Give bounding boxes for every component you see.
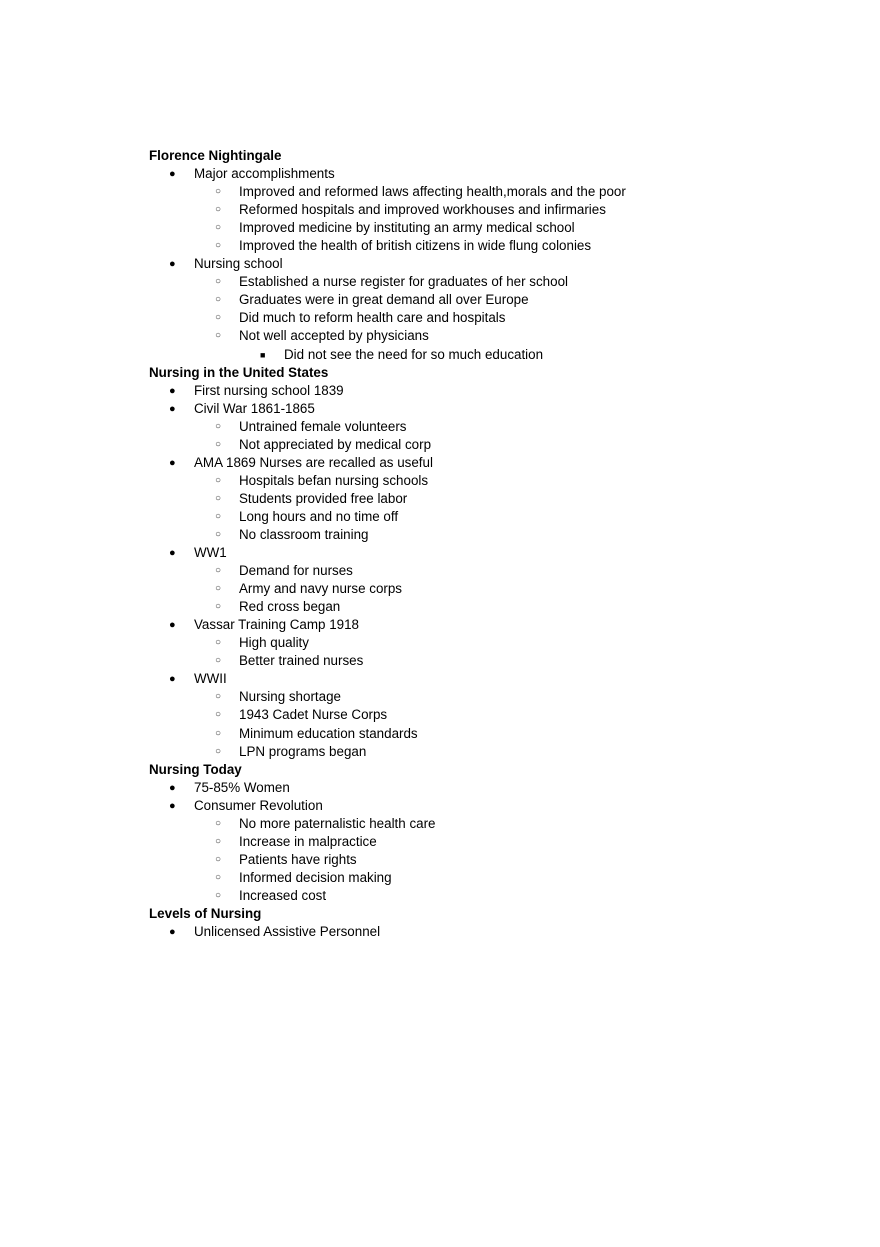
hollow-bullet-icon: ○: [215, 709, 222, 721]
list-item-level-2: [149, 562, 789, 580]
list-item-level-2: [149, 688, 789, 706]
filled-bullet-icon: ●: [169, 547, 176, 560]
item-text: WW1: [194, 545, 227, 561]
item-text: AMA 1869 Nurses are recalled as useful: [194, 454, 433, 470]
hollow-bullet-icon: ○: [215, 474, 222, 486]
list-item-level-2: [149, 418, 789, 436]
hollow-bullet-icon: ○: [215, 330, 222, 342]
list-item-level-2: [149, 851, 789, 869]
hollow-bullet-icon: ○: [215, 745, 222, 757]
list-item-level-2: [149, 508, 789, 526]
hollow-bullet-icon: ○: [215, 727, 222, 739]
list-item-level-2: [149, 706, 789, 724]
list-item-level-2: [149, 183, 789, 201]
hollow-bullet-icon: ○: [215, 637, 222, 649]
list-item-level-2: [149, 580, 789, 598]
list-item-level-2: [149, 436, 789, 454]
hollow-bullet-icon: ○: [215, 240, 222, 252]
item-text: First nursing school 1839: [194, 382, 344, 398]
list-item-level-2: [149, 887, 789, 905]
item-text: Better trained nurses: [239, 653, 364, 669]
list-item-level-1: [149, 544, 789, 562]
item-text: Patients have rights: [239, 851, 357, 867]
item-text: Did not see the need for so much education: [284, 346, 544, 362]
list-item-level-1: [149, 616, 789, 634]
item-text: Did much to reform health care and hospitals: [239, 310, 506, 326]
section-heading: [149, 364, 789, 382]
item-text: Consumer Revolution: [194, 797, 323, 813]
item-text: Hospitals befan nursing schools: [239, 472, 429, 488]
item-text: Increase in malpractice: [239, 833, 377, 849]
list-item-level-2: [149, 743, 789, 761]
list-item-level-2: [149, 219, 789, 237]
list-item-level-3: [149, 346, 789, 364]
heading-text: Nursing in the United States: [149, 364, 329, 380]
hollow-bullet-icon: ○: [215, 565, 222, 577]
item-text: Not well accepted by physicians: [239, 328, 429, 344]
section-heading: [149, 147, 789, 165]
item-text: Improved the health of british citizens in wide flung colonies: [239, 238, 592, 254]
item-text: Improved medicine by instituting an army medical school: [239, 220, 575, 236]
list-item-level-1: [149, 670, 789, 688]
item-text: No classroom training: [239, 526, 369, 542]
list-item-level-2: [149, 833, 789, 851]
section-heading: [149, 905, 789, 923]
item-text: Major accomplishments: [194, 166, 335, 182]
hollow-bullet-icon: ○: [215, 583, 222, 595]
hollow-bullet-icon: ○: [215, 186, 222, 198]
list-item-level-1: [149, 382, 789, 400]
item-text: Red cross began: [239, 599, 341, 615]
item-text: 1943 Cadet Nurse Corps: [239, 707, 388, 723]
hollow-bullet-icon: ○: [215, 492, 222, 504]
list-item-level-1: [149, 797, 789, 815]
list-item-level-2: [149, 526, 789, 544]
hollow-bullet-icon: ○: [215, 655, 222, 667]
list-item-level-1: [149, 923, 789, 941]
hollow-bullet-icon: ○: [215, 817, 222, 829]
item-text: LPN programs began: [239, 743, 367, 759]
hollow-bullet-icon: ○: [215, 889, 222, 901]
item-text: Graduates were in great demand all over Europe: [239, 292, 529, 308]
list-item-level-2: [149, 815, 789, 833]
item-text: Army and navy nurse corps: [239, 581, 402, 597]
item-text: Long hours and no time off: [239, 508, 399, 524]
item-text: WWII: [194, 671, 227, 687]
filled-bullet-icon: ●: [169, 384, 176, 397]
item-text: Increased cost: [239, 887, 327, 903]
list-item-level-1: [149, 255, 789, 273]
list-item-level-2: [149, 201, 789, 219]
item-text: Demand for nurses: [239, 563, 353, 579]
list-item-level-2: [149, 634, 789, 652]
list-item-level-2: [149, 273, 789, 291]
hollow-bullet-icon: ○: [215, 853, 222, 865]
item-text: Informed decision making: [239, 869, 392, 885]
item-text: Reformed hospitals and improved workhouses and infirmaries: [239, 202, 606, 218]
hollow-bullet-icon: ○: [215, 312, 222, 324]
filled-bullet-icon: ●: [169, 456, 176, 469]
item-text: Nursing school: [194, 256, 283, 272]
document-outline: [149, 147, 789, 941]
heading-text: Florence Nightingale: [149, 148, 282, 163]
hollow-bullet-icon: ○: [215, 276, 222, 288]
item-text: Civil War 1861-1865: [194, 400, 315, 416]
list-item-level-2: [149, 309, 789, 327]
filled-bullet-icon: ●: [169, 402, 176, 415]
list-item-level-2: [149, 327, 789, 345]
item-text: No more paternalistic health care: [239, 815, 436, 831]
list-item-level-2: [149, 652, 789, 670]
hollow-bullet-icon: ○: [215, 510, 222, 522]
list-item-level-1: [149, 165, 789, 183]
list-item-level-2: [149, 490, 789, 508]
list-item-level-2: [149, 237, 789, 255]
hollow-bullet-icon: ○: [215, 438, 222, 450]
hollow-bullet-icon: ○: [215, 601, 222, 613]
list-item-level-2: [149, 725, 789, 743]
hollow-bullet-icon: ○: [215, 222, 222, 234]
hollow-bullet-icon: ○: [215, 528, 222, 540]
item-text: Untrained female volunteers: [239, 418, 407, 434]
filled-bullet-icon: ●: [169, 673, 176, 686]
item-text: Minimum education standards: [239, 725, 418, 741]
filled-bullet-icon: ●: [169, 258, 176, 271]
item-text: Not appreciated by medical corp: [239, 436, 432, 452]
heading-text: Levels of Nursing: [149, 905, 262, 921]
list-item-level-2: [149, 472, 789, 490]
list-item-level-1: [149, 779, 789, 797]
filled-bullet-icon: ●: [169, 926, 176, 939]
hollow-bullet-icon: ○: [215, 204, 222, 216]
item-text: High quality: [239, 635, 309, 651]
item-text: 75-85% Women: [194, 779, 290, 795]
list-item-level-2: [149, 598, 789, 616]
filled-bullet-icon: ●: [169, 619, 176, 632]
square-bullet-icon: ■: [260, 349, 266, 360]
list-item-level-2: [149, 869, 789, 887]
hollow-bullet-icon: ○: [215, 420, 222, 432]
hollow-bullet-icon: ○: [215, 691, 222, 703]
filled-bullet-icon: ●: [169, 781, 176, 794]
heading-text: Nursing Today: [149, 761, 242, 777]
item-text: Nursing shortage: [239, 689, 341, 705]
hollow-bullet-icon: ○: [215, 871, 222, 883]
item-text: Vassar Training Camp 1918: [194, 617, 359, 633]
list-item-level-2: [149, 291, 789, 309]
item-text: Unlicensed Assistive Personnel: [194, 924, 381, 940]
item-text: Established a nurse register for graduates of her school: [239, 274, 568, 290]
filled-bullet-icon: ●: [169, 799, 176, 812]
item-text: Improved and reformed laws affecting health,morals and the poor: [239, 184, 626, 200]
list-item-level-1: [149, 454, 789, 472]
filled-bullet-icon: ●: [169, 168, 176, 181]
section-heading: [149, 761, 789, 779]
item-text: Students provided free labor: [239, 490, 408, 506]
hollow-bullet-icon: ○: [215, 835, 222, 847]
hollow-bullet-icon: ○: [215, 294, 222, 306]
list-item-level-1: [149, 400, 789, 418]
